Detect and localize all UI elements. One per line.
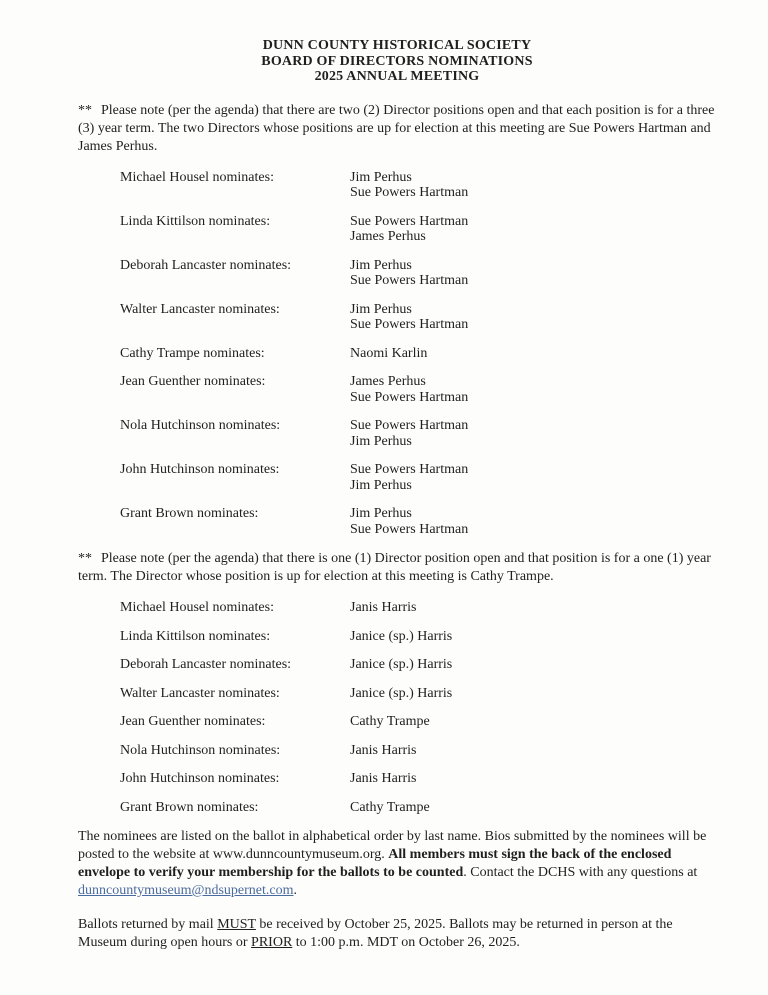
nomination-row (120, 418, 716, 449)
nominee-name: James Perhus (350, 229, 426, 244)
nominator-label: Nola Hutchinson nominates: (120, 742, 281, 758)
nominee-name: Jim Perhus (350, 477, 412, 493)
header-line-meeting: 2025 ANNUAL MEETING (314, 69, 480, 84)
nominee-name: Jim Perhus (350, 506, 412, 521)
nominee-name: James Perhus (350, 374, 426, 389)
nominee-name: Sue Powers Hartman (350, 521, 469, 537)
nomination-row (120, 657, 716, 673)
nominator-label: Deborah Lancaster nominates: (120, 657, 292, 672)
header-line-nominations: BOARD OF DIRECTORS NOMINATIONS (261, 53, 533, 69)
nominee-group (350, 302, 716, 333)
nominator-label: Walter Lancaster nominates: (120, 301, 280, 317)
nomination-row (120, 686, 716, 702)
nominee-name: Janice (sp.) Harris (350, 628, 453, 644)
nominee-group (350, 657, 716, 673)
nominee-name: Jim Perhus (350, 257, 412, 273)
nominee-name: Naomi Karlin (350, 345, 428, 361)
nominee-name: Sue Powers Hartman (350, 273, 469, 288)
nominee-group (350, 771, 716, 787)
nominee-group (350, 800, 716, 816)
nomination-row (120, 374, 716, 405)
nomination-row (120, 346, 716, 362)
nominee-name: Sue Powers Hartman (350, 389, 469, 405)
nominator-label: Cathy Trampe nominates: (120, 345, 265, 361)
nominee-name: Sue Powers Hartman (350, 213, 469, 229)
nomination-row (120, 714, 716, 730)
nominator-label: Walter Lancaster nominates: (120, 685, 280, 701)
document-header (78, 38, 716, 85)
one-year-nominations-list (120, 598, 716, 815)
ballot-info-paragraph (78, 828, 716, 900)
nominee-group (350, 258, 716, 289)
return-info-text: be received by October 25, 2025. Ballots may be returned in person at the Museum during open hours or (78, 917, 673, 950)
nominee-name: Sue Powers Hartman (350, 317, 469, 332)
nominee-group (350, 629, 716, 645)
return-info-text: to 1:00 p.m. MDT on October 26, 2025. (292, 935, 520, 950)
nomination-row (120, 170, 716, 201)
nomination-row (120, 600, 716, 616)
ballot-info-bold-notice: All members must sign the back of the enclosed envelope to verify your membership for the ballots to be counted (78, 847, 672, 880)
nominee-group (350, 600, 716, 616)
nomination-row (120, 462, 716, 493)
nomination-row (120, 743, 716, 759)
ballot-info-text: . Contact the DCHS with any questions at (463, 865, 698, 880)
return-info-emphasis-must: MUST (217, 917, 256, 932)
nominee-name: Janis Harris (350, 742, 417, 758)
nominee-name: Sue Powers Hartman (350, 185, 469, 200)
nominator-label: John Hutchinson nominates: (120, 462, 280, 477)
header-line-society: DUNN COUNTY HISTORICAL SOCIETY (262, 38, 532, 53)
nominee-group (350, 714, 716, 730)
nominee-name: Janis Harris (350, 771, 417, 786)
ballot-info-text: . (293, 883, 297, 898)
nominator-label: Michael Housel nominates: (120, 169, 274, 185)
nominee-name: Cathy Trampe (350, 714, 430, 729)
nominee-name: Jim Perhus (350, 433, 412, 449)
nomination-row (120, 629, 716, 645)
nominee-name: Janice (sp.) Harris (350, 685, 453, 701)
nominator-label: Linda Kittilson nominates: (120, 628, 271, 644)
nominee-group (350, 346, 716, 362)
nomination-row (120, 302, 716, 333)
nominee-group (350, 686, 716, 702)
nominator-label: Linda Kittilson nominates: (120, 213, 271, 229)
nominee-name: Janis Harris (350, 600, 417, 615)
nominee-name: Jim Perhus (350, 169, 412, 185)
nominee-name: Cathy Trampe (350, 799, 430, 815)
nominator-label: Grant Brown nominates: (120, 506, 259, 521)
nominator-label: Jean Guenther nominates: (120, 714, 266, 729)
nominee-group (350, 418, 716, 449)
nominee-group (350, 506, 716, 537)
email-link[interactable]: dunncountymuseum@ndsupernet.com (78, 883, 294, 898)
one-year-note-text: Please note (per the agenda) that there is one (1) Director position open and that position is for a one (1) year term. The Director whose position is up for election at this meeting is Cathy Trampe. (78, 551, 711, 584)
nominee-name: Sue Powers Hartman (350, 418, 469, 433)
three-year-note-text: Please note (per the agenda) that there are two (2) Director positions open and that each position is for a three (3) year term. The two Directors whose positions are up for election at this meeting are Sue Powers Hartman and James Perhus. (78, 102, 715, 154)
nominator-label: John Hutchinson nominates: (120, 771, 280, 786)
nominee-name: Jim Perhus (350, 301, 412, 317)
return-info-emphasis-prior: PRIOR (251, 935, 293, 950)
nominator-label: Grant Brown nominates: (120, 799, 259, 815)
nominee-group (350, 374, 716, 405)
nomination-row (120, 771, 716, 787)
nominator-label: Deborah Lancaster nominates: (120, 257, 292, 273)
one-year-note (78, 550, 716, 586)
nomination-row (120, 258, 716, 289)
nominee-group (350, 743, 716, 759)
nominee-name: Sue Powers Hartman (350, 462, 469, 477)
three-year-nominations-list (120, 168, 716, 538)
nominee-group (350, 170, 716, 201)
return-info-paragraph (78, 916, 716, 952)
ballot-info-text: The nominees are listed on the ballot in alphabetical order by last name. Bios submitted by the nominees will be posted to the website at www.dunncountymuseum.org. (78, 829, 707, 862)
three-year-note (78, 102, 716, 156)
nomination-row (120, 214, 716, 245)
nominee-group (350, 462, 716, 493)
nominator-label: Nola Hutchinson nominates: (120, 418, 281, 433)
return-info-text: Ballots returned by mail (78, 917, 218, 932)
nomination-row (120, 506, 716, 537)
nomination-row (120, 800, 716, 816)
nominee-group (350, 214, 716, 245)
nominator-label: Michael Housel nominates: (120, 600, 274, 615)
nominator-label: Jean Guenther nominates: (120, 374, 266, 389)
nominee-name: Janice (sp.) Harris (350, 657, 453, 672)
footnote-marker: ** (78, 102, 92, 118)
footnote-marker: ** (78, 551, 92, 566)
